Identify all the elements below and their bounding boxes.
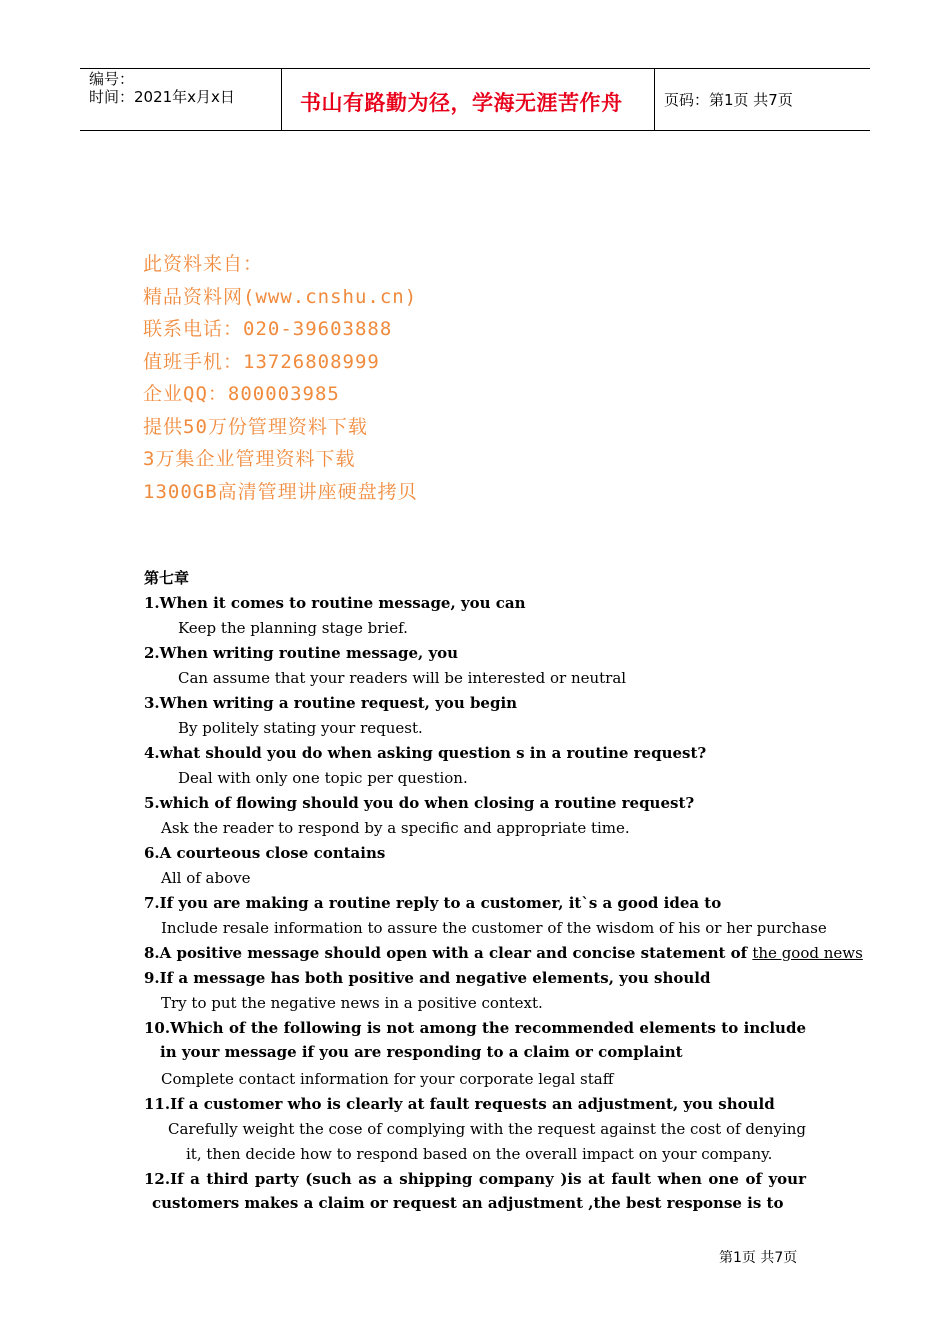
question: 6.A courteous close contains [144, 844, 386, 862]
promo-block [143, 248, 418, 508]
question-inline [144, 941, 863, 966]
answer: Carefully weight the cose of complying with the request against the cost of denying it, then decide how to respond based on the overall impact on your company. [168, 1120, 806, 1163]
question: 9.If a message has both positive and negative elements, you should [144, 969, 711, 987]
promo-line: 精品资料网(www.cnshu.cn) [143, 285, 418, 308]
promo-line: 值班手机：13726808999 [143, 350, 380, 373]
question: 2.When writing routine message, you [144, 644, 459, 662]
answer: Keep the planning stage brief. [178, 619, 408, 637]
question: 3.When writing a routine request, you begin [144, 694, 518, 712]
question: 7.If you are making a routine reply to a customer, it`s a good idea to [144, 894, 722, 912]
answer: Complete contact information for your corporate legal staff [161, 1070, 614, 1088]
answer-underlined: the good news [752, 944, 863, 962]
header-meta [89, 70, 235, 106]
question: 4.what should you do when asking question s in a routine request? [144, 744, 707, 762]
answer: Can assume that your readers will be interested or neutral [178, 669, 627, 687]
question: 1.When it comes to routine message, you can [144, 594, 526, 612]
promo-line: 企业QQ：800003985 [143, 383, 340, 405]
promo-line: 联系电话：020-39603888 [143, 318, 393, 340]
answer: All of above [161, 869, 251, 887]
answer: Include resale information to assure the customer of the wisdom of his or her purchase [161, 919, 827, 937]
question: 11.If a customer who is clearly at fault requests an adjustment, you should [144, 1095, 775, 1113]
header-divider [654, 69, 655, 130]
question-list [144, 566, 863, 1215]
promo-line: 提供50万份管理资料下载 [143, 415, 368, 438]
chapter-title: 第七章 [144, 569, 190, 587]
question: 10.Which of the following is not among the recommended elements to include in your message if you are responding to a claim or complaint [144, 1019, 806, 1061]
answer: Try to put the negative news in a positive context. [161, 994, 543, 1012]
header-motto: 书山有路勤为径，学海无涯苦作舟 [300, 91, 623, 115]
header-page-number: 页码：第1页 共7页 [664, 91, 793, 109]
header-divider [281, 69, 282, 130]
page-footer: 第1页 共7页 [719, 1250, 798, 1266]
question: 5.which of flowing should you do when closing a routine request? [144, 794, 695, 812]
question-text: 8.A positive message should open with a clear and concise statement of [144, 944, 748, 962]
question: 12.If a third party (such as a shipping company )is at fault when one of your customers makes a claim or request an adjustment ,the best response is to [144, 1170, 806, 1212]
answer: Ask the reader to respond by a specific and appropriate time. [161, 819, 630, 837]
answer: By politely stating your request. [178, 719, 423, 737]
answer: Deal with only one topic per question. [178, 769, 468, 787]
promo-line: 此资料来自： [143, 253, 264, 275]
number-label: 编号： [89, 70, 135, 88]
promo-line: 1300GB高清管理讲座硬盘拷贝 [143, 480, 418, 503]
promo-line: 3万集企业管理资料下载 [143, 448, 356, 470]
time-label: 时间：2021年x月x日 [89, 88, 235, 106]
page-header [80, 68, 870, 131]
